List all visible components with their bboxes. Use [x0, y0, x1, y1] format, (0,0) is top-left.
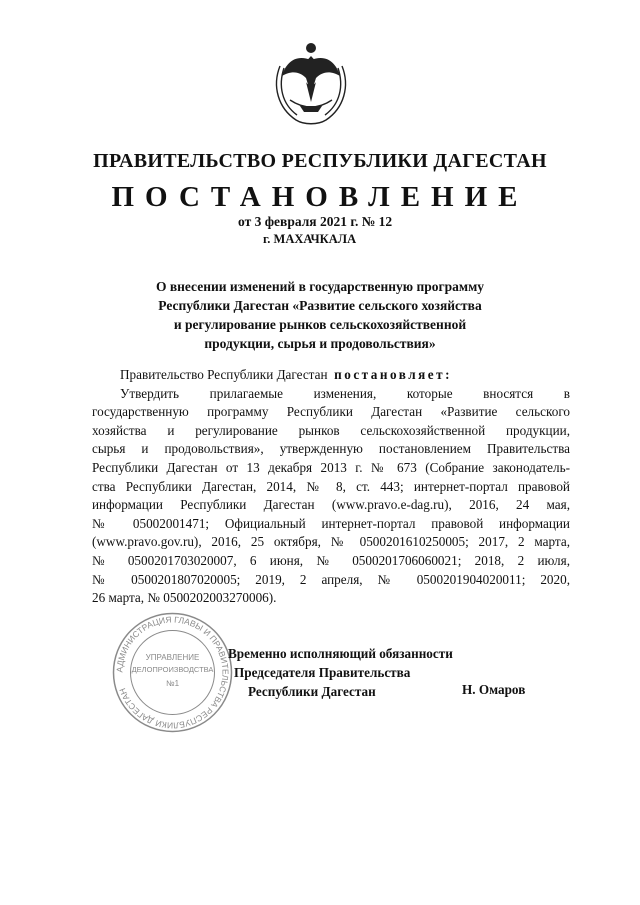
document-body: [92, 366, 570, 608]
signature-title-block: [228, 644, 453, 701]
body-line: 26 марта, № 0500202003270006).: [92, 590, 277, 606]
signature-line: Председателя Правительства: [234, 665, 411, 680]
stamp-outer-text: АДМИНИСТРАЦИЯ ГЛАВЫ И ПРАВИТЕЛЬСТВА РЕСПУБЛИКИ ДАГЕСТАН: [114, 614, 231, 731]
body-line: сырья и продовольствия», утвержденную постановлением Правительства: [92, 441, 570, 457]
stamp-line2: ДЕЛОПРОИЗВОДСТВА: [131, 665, 214, 674]
stamp-number: №1: [165, 679, 180, 688]
signature-line: Временно исполняющий обязанности: [228, 646, 453, 661]
signatory-name: Н. Омаров: [462, 682, 526, 697]
document-city: г. МАХАЧКАЛА: [263, 232, 357, 246]
body-line: информации Республики Дагестан (www.pravo.e-dag.ru), 2016, 24 мая,: [92, 497, 570, 513]
body-line: № 05002001471; Официальный интернет-портал правовой информации: [92, 515, 570, 531]
decree-word: постановляет:: [334, 367, 452, 382]
body-line: Утвердить прилагаемые изменения, которые вносятся в: [120, 385, 570, 401]
body-line: ства Республики Дагестан, 2014, № 8, ст. 443; интернет-портал правовой: [92, 478, 570, 494]
coat-of-arms-emblem: [266, 36, 356, 131]
body-line: хозяйства и регулирование рынков сельскохозяйственной продукции,: [92, 422, 570, 438]
subject-line: Республики Дагестан «Развитие сельского хозяйства: [158, 298, 482, 313]
subject-line: и регулирование рынков сельскохозяйственной: [173, 317, 467, 332]
body-line: (www.pravo.gov.ru), 2016, 25 октября, № 0500201610250005; 2017, 2 марта,: [92, 534, 570, 550]
body-line: государственную программу Республики Дагестан «Развитие сельского: [92, 404, 570, 420]
document-date-number: от 3 февраля 2021 г. № 12: [238, 214, 393, 229]
body-line: № 0500201807020005; 2019, 2 апреля, № 0500201904020011; 2020,: [92, 571, 570, 587]
body-line: № 0500201703020007, 6 июня, № 0500201706060021; 2018, 2 июля,: [92, 552, 570, 568]
government-title: ПРАВИТЕЛЬСТВО РЕСПУБЛИКИ ДАГЕСТАН: [93, 150, 547, 172]
body-intro-line: [92, 366, 570, 385]
subject-line: продукции, сырья и продовольствия»: [204, 336, 436, 351]
document-subject: [100, 277, 540, 353]
body-line: Республики Дагестан от 13 декабря 2013 г. № 673 (Собрание законодатель-: [92, 459, 570, 475]
subject-line: О внесении изменений в государственную программу: [155, 279, 485, 294]
signature-line: Республики Дагестан: [248, 684, 376, 699]
stamp-line1: УПРАВЛЕНИЕ: [145, 653, 200, 662]
body-intro: Правительство Республики Дагестан: [120, 367, 328, 382]
document-type-title: ПОСТАНОВЛЕНИЕ: [111, 181, 529, 213]
office-stamp: [110, 610, 235, 735]
